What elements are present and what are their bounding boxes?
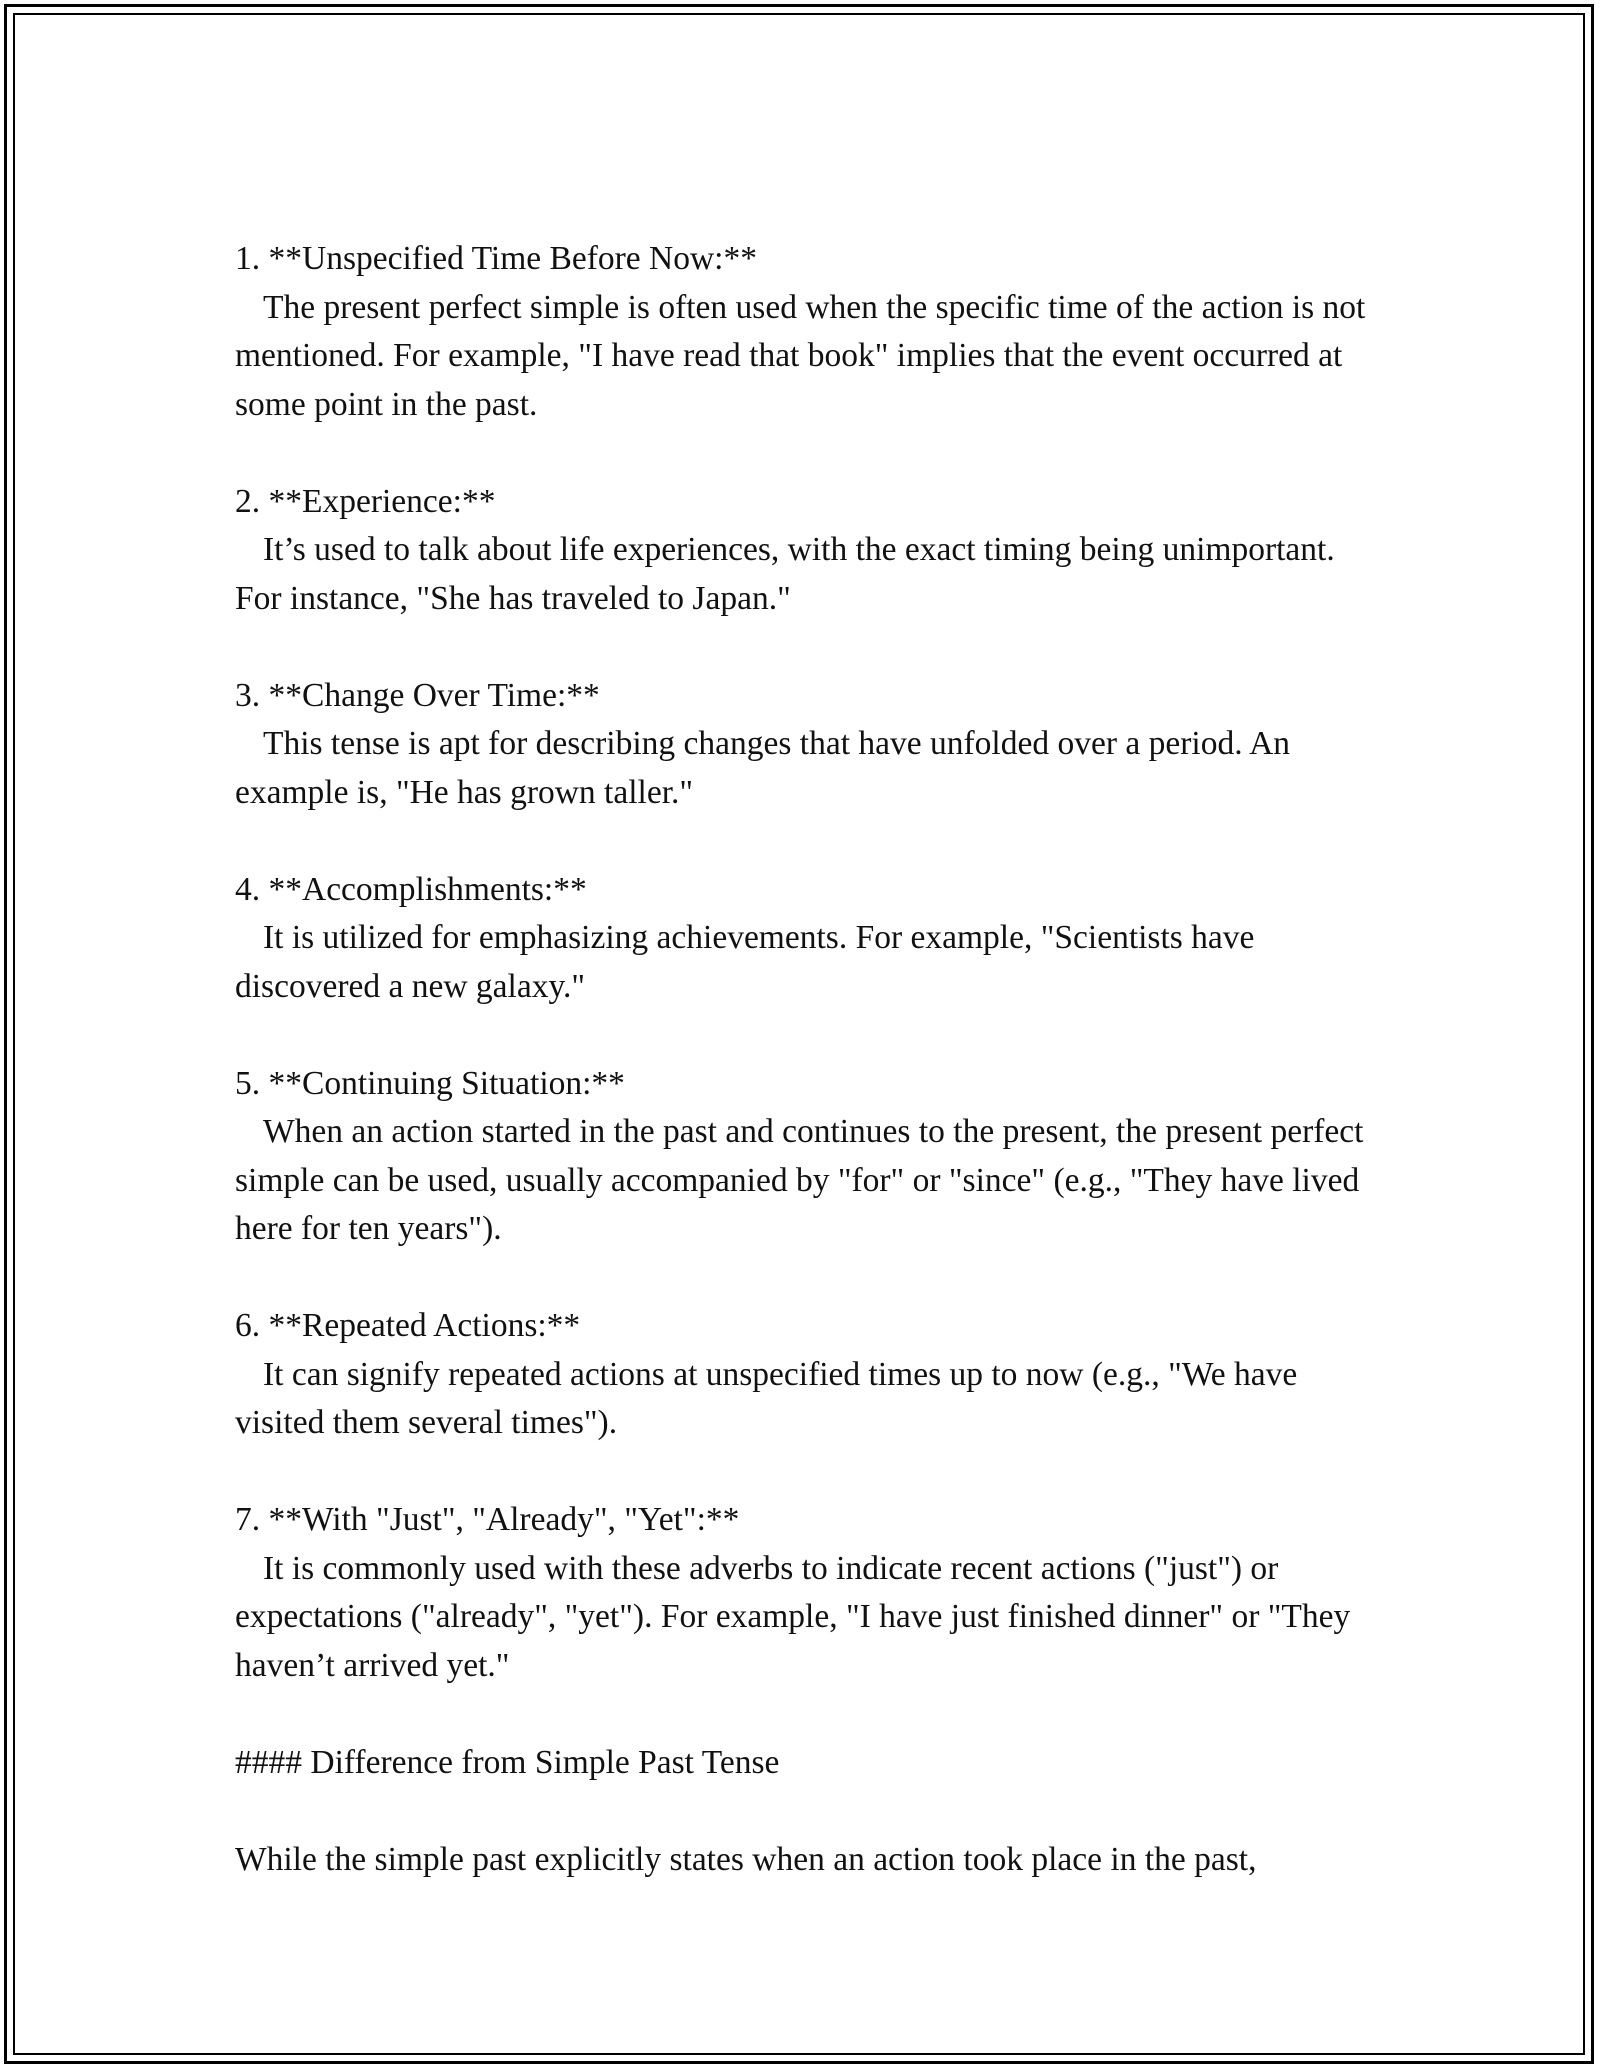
list-item-body: It is utilized for emphasizing achievements. For example, "Scientists have discovered a new galaxy." [235,919,1255,1005]
list-item-body: This tense is apt for describing changes that have unfolded over a period. An example is, "He has grown taller." [235,725,1291,811]
list-item [235,1496,1375,1690]
closing-paragraph: While the simple past explicitly states when an action took place in the past, [235,1840,1257,1878]
list-item-body: It is commonly used with these adverbs to indicate recent actions ("just") or expectations ("already", "yet"). For example, "I have just finished dinner" or "They haven’t arrived yet." [235,1549,1351,1684]
list-item-body: It’s used to talk about life experiences, with the exact timing being unimportant. For instance, "She has traveled to Japan." [235,531,1335,617]
list-item-heading: 1. **Unspecified Time Before Now:** [235,240,757,277]
list-item-body: It can signify repeated actions at unspecified times up to now (e.g., "We have visited them several times"). [235,1355,1298,1441]
list-item [235,866,1375,1012]
list-item-heading: 5. **Continuing Situation:** [235,1064,625,1102]
list-item [235,235,1375,429]
list-item-heading: 6. **Repeated Actions:** [235,1307,581,1344]
list-item-heading: 3. **Change Over Time:** [235,676,600,714]
list-item-body: When an action started in the past and continues to the present, the present perfect simple can be used, usually accompanied by "for" or "since" (e.g., "They have lived here for ten years"). [235,1113,1364,1247]
list-item-heading: 7. **With "Just", "Already", "Yet":** [235,1501,740,1538]
list-item-heading: 4. **Accomplishments:** [235,870,587,908]
list-item-body: The present perfect simple is often used when the specific time of the action is not mentioned. For example, "I have read that book" implies that the event occurred at some point in the past. [235,288,1366,423]
list-item [235,478,1375,624]
list-item [235,672,1375,818]
list-item [235,1060,1375,1254]
list-item [235,1302,1375,1448]
list-item-heading: 2. **Experience:** [235,482,496,520]
document-body [235,235,1375,1884]
section-heading: #### Difference from Simple Past Tense [235,1743,780,1781]
